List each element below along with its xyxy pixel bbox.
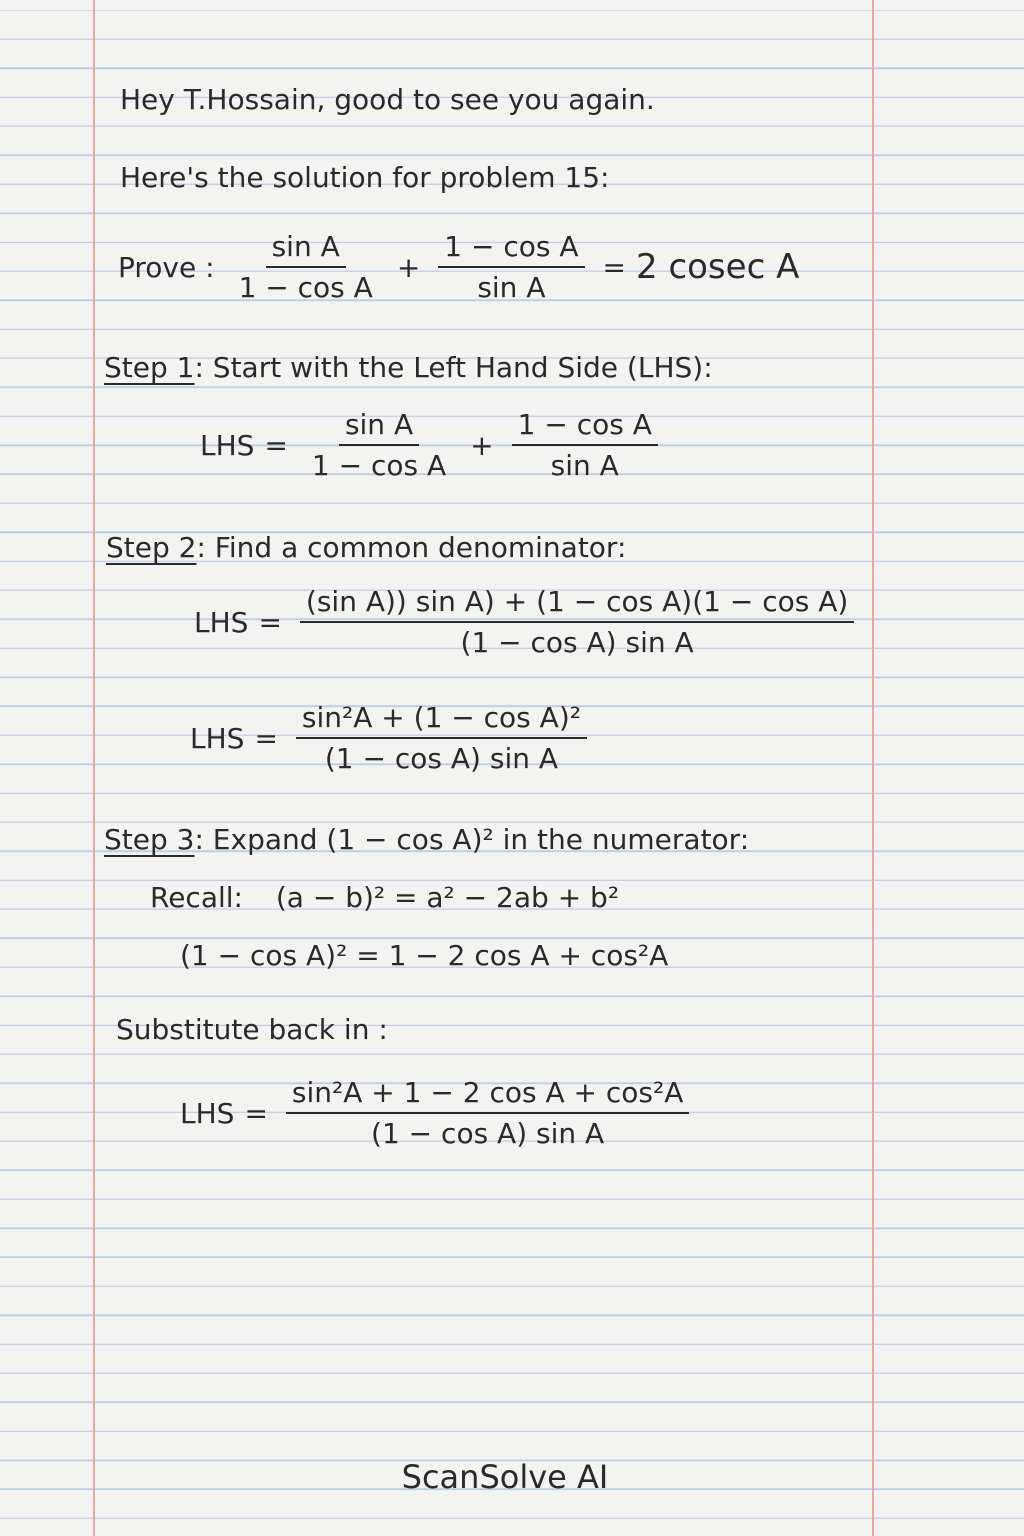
prove-fraction-1-denominator: 1 − cos A xyxy=(238,271,373,305)
prove-fraction-1 xyxy=(233,232,379,303)
step2-equation-2 xyxy=(190,703,595,774)
step1-heading xyxy=(104,351,713,384)
substitute-equals: = xyxy=(244,1096,268,1130)
step2-title: Step 2 xyxy=(106,531,197,564)
prove-fraction-1-numerator: sin A xyxy=(266,232,346,268)
intro-text: Here's the solution for problem 15: xyxy=(120,161,610,194)
greeting-text: Hey T.Hossain, good to see you again. xyxy=(120,83,655,116)
step2-eq1-lhs: LHS xyxy=(194,605,249,639)
substitute-denominator: (1 − cos A) sin A xyxy=(371,1117,605,1151)
step2-eq1-numerator: (sin A)) sin A) + (1 − cos A)(1 − cos A) xyxy=(300,587,854,623)
step2-eq1-equals: = xyxy=(258,605,282,639)
step2-eq2-lhs: LHS xyxy=(190,721,245,755)
recall-line xyxy=(150,881,620,914)
expansion-line: (1 − cos A)² = 1 − 2 cos A + cos²A xyxy=(180,939,669,972)
substitute-lhs: LHS xyxy=(180,1096,235,1130)
step1-lhs: LHS xyxy=(200,428,255,462)
prove-fraction-2-denominator: sin A xyxy=(477,271,546,305)
substitute-equation xyxy=(180,1078,697,1149)
step1-equals: = xyxy=(264,428,288,462)
substitute-fraction xyxy=(286,1078,689,1149)
step2-eq1-fraction xyxy=(300,587,854,658)
left-margin-line xyxy=(93,0,95,1536)
step1-fraction-1 xyxy=(306,410,452,481)
step1-fraction-1-numerator: sin A xyxy=(339,410,419,446)
substitute-numerator: sin²A + 1 − 2 cos A + cos²A xyxy=(286,1078,689,1114)
step1-plus: + xyxy=(470,428,494,462)
step2-eq2-fraction xyxy=(296,703,587,774)
step1-fraction-2 xyxy=(512,410,658,481)
step2-heading xyxy=(106,531,627,564)
right-margin-line xyxy=(872,0,874,1536)
substitute-text: Substitute back in : xyxy=(116,1013,388,1046)
prove-fraction-2-numerator: 1 − cos A xyxy=(438,232,584,268)
step1-fraction-2-numerator: 1 − cos A xyxy=(512,410,658,446)
step2-equation-1 xyxy=(194,587,862,658)
step2-eq1-denominator: (1 − cos A) sin A xyxy=(460,626,694,660)
step3-text: : Expand (1 − cos A)² in the numerator: xyxy=(194,823,750,856)
prove-equals: = xyxy=(602,250,626,284)
prove-rhs: 2 cosec A xyxy=(636,247,800,288)
step1-fraction-2-denominator: sin A xyxy=(550,449,619,483)
step1-title: Step 1 xyxy=(104,351,195,384)
recall-label: Recall: xyxy=(150,881,243,914)
step1-text: : Start with the Left Hand Side (LHS): xyxy=(194,351,713,384)
step2-eq2-numerator: sin²A + (1 − cos A)² xyxy=(296,703,587,739)
step3-title: Step 3 xyxy=(104,823,195,856)
step1-fraction-1-denominator: 1 − cos A xyxy=(311,449,447,483)
prove-plus: + xyxy=(396,250,421,284)
step2-eq2-denominator: (1 − cos A) sin A xyxy=(324,742,559,776)
prove-equation xyxy=(118,232,799,303)
step1-equation xyxy=(200,410,666,481)
prove-fraction-2 xyxy=(438,232,584,303)
recall-formula: (a − b)² = a² − 2ab + b² xyxy=(275,881,620,914)
step2-eq2-equals: = xyxy=(254,721,278,755)
footer-brand: ScanSolve AI xyxy=(401,1458,609,1496)
step2-text: : Find a common denominator: xyxy=(196,531,627,564)
step3-heading xyxy=(104,823,750,856)
prove-label: Prove : xyxy=(118,250,215,284)
